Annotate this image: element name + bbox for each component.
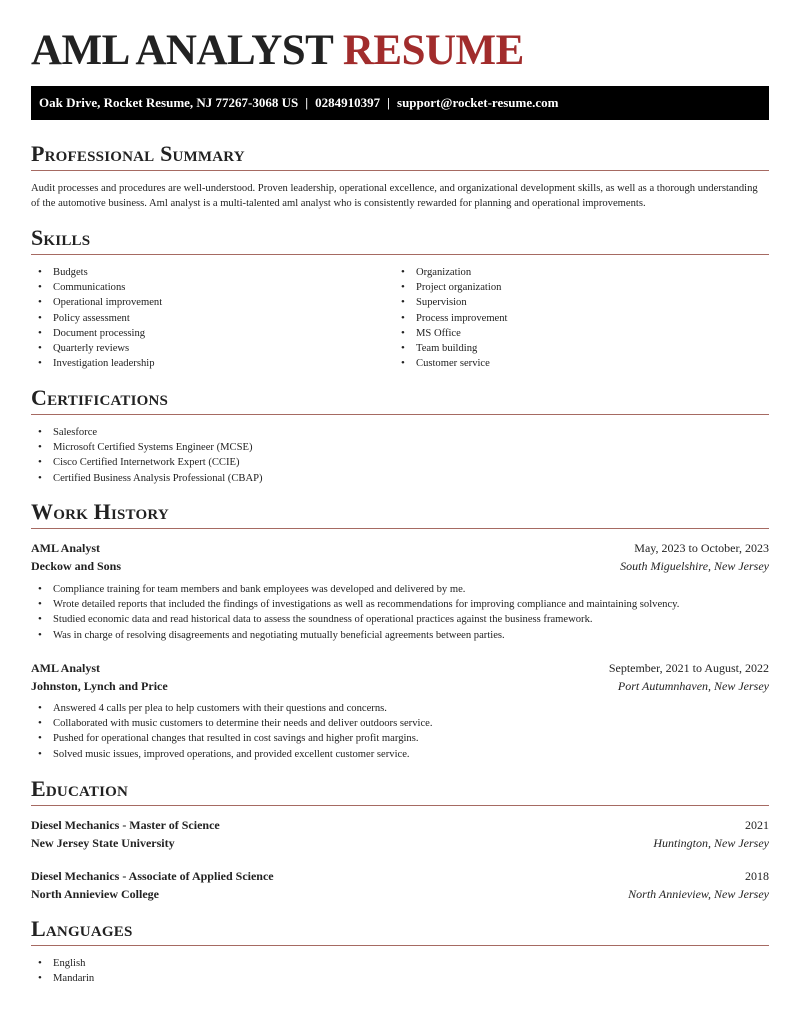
job-duty-item: • Was in charge of resolving disagreements and negotiating mutually beneficial agreements between parties. xyxy=(31,628,679,643)
certification-item: • Microsoft Certified Systems Engineer (MCSE) xyxy=(31,440,263,455)
section-title-skills: Skills xyxy=(31,225,769,255)
skill-item: • Policy assessment xyxy=(31,311,162,326)
job-duty-item: • Studied economic data and read historical data to assess the soundness of operational practices against the business framework. xyxy=(31,612,679,627)
job-duty-item: • Compliance training for team members and bank employees was developed and delivered by me. xyxy=(31,582,679,597)
section-title-languages: Languages xyxy=(31,916,769,946)
education-header xyxy=(31,867,769,885)
education-location: Huntington, New Jersey xyxy=(653,836,769,850)
skills-list-left xyxy=(31,265,162,371)
job-dates: May, 2023 to October, 2023 xyxy=(634,541,769,555)
section-title-work-history: Work History xyxy=(31,499,769,529)
job-duty-item: • Collaborated with music customers to determine their needs and deliver outdoors service. xyxy=(31,716,433,731)
skill-item: • Operational improvement xyxy=(31,295,162,310)
job-location: South Miguelshire, New Jersey xyxy=(620,559,769,573)
skill-item: • Quarterly reviews xyxy=(31,341,162,356)
contact-bar xyxy=(31,86,769,120)
job-title: AML Analyst xyxy=(31,661,101,675)
languages-list xyxy=(31,956,94,986)
contact-separator: | xyxy=(387,95,391,110)
education-year: 2018 xyxy=(745,869,769,883)
skill-item: • Budgets xyxy=(31,265,162,280)
job-duties-list xyxy=(31,701,433,762)
skill-item: • Organization xyxy=(394,265,508,280)
skill-item: • Process improvement xyxy=(394,311,508,326)
job-title: AML Analyst xyxy=(31,541,101,555)
skills-list-right xyxy=(394,265,508,371)
resume-title xyxy=(31,26,524,76)
education-degree: Diesel Mechanics - Associate of Applied Science xyxy=(31,869,274,883)
title-job: AML ANALYST xyxy=(31,27,333,74)
contact-phone: 0284910397 xyxy=(315,95,381,110)
section-title-certifications: Certifications xyxy=(31,385,769,415)
job-company: Deckow and Sons xyxy=(31,559,122,573)
job-duties-list xyxy=(31,582,679,643)
skill-item: • Communications xyxy=(31,280,162,295)
skill-item: • Investigation leadership xyxy=(31,356,162,371)
certification-item: • Cisco Certified Internetwork Expert (CCIE) xyxy=(31,455,263,470)
contact-email: support@rocket-resume.com xyxy=(397,95,559,110)
certification-item: • Salesforce xyxy=(31,425,263,440)
job-duty-item: • Wrote detailed reports that included the findings of investigations as well as recommendations for improving compliance and maintaining solvency. xyxy=(31,597,679,612)
job-duty-item: • Solved music issues, improved operations, and provided excellent customer service. xyxy=(31,747,433,762)
education-school: North Annieview College xyxy=(31,887,159,901)
education-school-row xyxy=(31,834,769,852)
job-company-row xyxy=(31,677,769,695)
education-school: New Jersey State University xyxy=(31,836,175,850)
job-header xyxy=(31,539,769,557)
job-duty-item: • Answered 4 calls per plea to help customers with their questions and concerns. xyxy=(31,701,433,716)
job-header xyxy=(31,659,769,677)
education-school-row xyxy=(31,885,769,903)
section-title-summary: Professional Summary xyxy=(31,141,769,171)
job-company-row xyxy=(31,557,769,575)
job-location: Port Autumnhaven, New Jersey xyxy=(617,679,769,693)
job-duty-item: • Pushed for operational changes that resulted in cost savings and higher profit margins. xyxy=(31,731,433,746)
education-year: 2021 xyxy=(745,818,769,832)
summary-text: Audit processes and procedures are well-understood. Proven leadership, operational excellence, and organizational development skills, as well as a thorough understanding of the automotive business. Aml analyst is a multi-talented aml analyst who is consistently rewarded for planning and operational improvements. xyxy=(31,183,758,210)
language-item: • English xyxy=(31,956,94,971)
skill-item: • Customer service xyxy=(394,356,508,371)
skill-item: • Project organization xyxy=(394,280,508,295)
contact-address: Oak Drive, Rocket Resume, NJ 77267-3068 US xyxy=(39,95,299,110)
education-location: North Annieview, New Jersey xyxy=(628,887,769,901)
contact-separator: | xyxy=(305,95,309,110)
education-degree: Diesel Mechanics - Master of Science xyxy=(31,818,220,832)
section-title-education: Education xyxy=(31,776,769,806)
skill-item: • Team building xyxy=(394,341,508,356)
job-company: Johnston, Lynch and Price xyxy=(31,679,168,693)
education-header xyxy=(31,816,769,834)
skill-item: • MS Office xyxy=(394,326,508,341)
job-dates: September, 2021 to August, 2022 xyxy=(608,661,769,675)
title-resume-word: RESUME xyxy=(342,27,524,74)
certifications-list xyxy=(31,425,263,486)
skill-item: • Document processing xyxy=(31,326,162,341)
skill-item: • Supervision xyxy=(394,295,508,310)
language-item: • Mandarin xyxy=(31,971,94,986)
certification-item: • Certified Business Analysis Professional (CBAP) xyxy=(31,471,263,486)
